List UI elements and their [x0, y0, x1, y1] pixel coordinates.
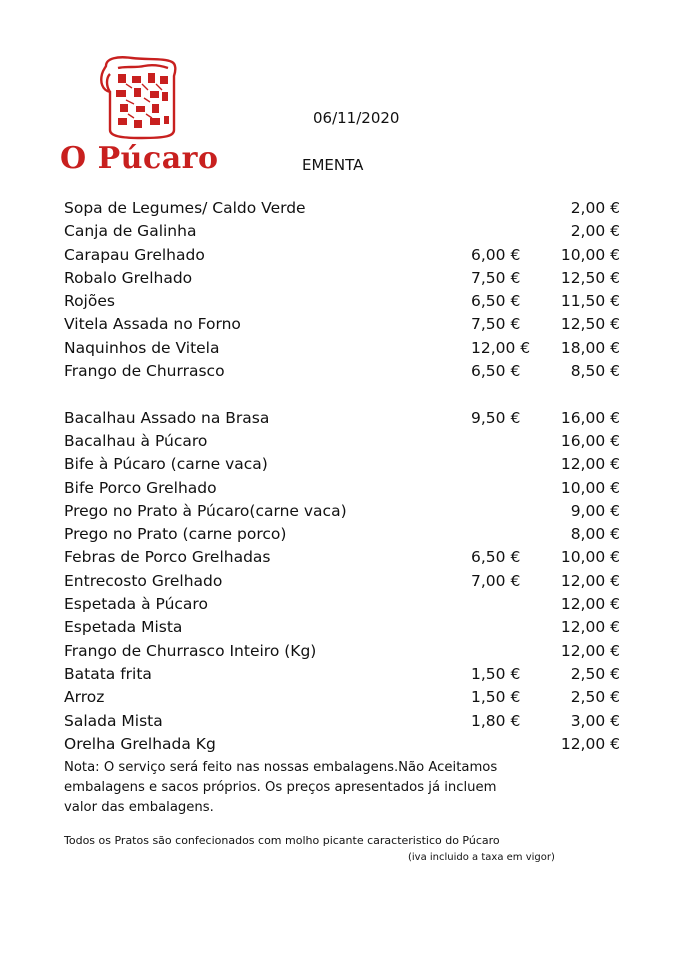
menu-item: [64, 453, 634, 476]
full-portion-price: 12,00 €: [560, 618, 620, 637]
full-portion-price: 2,50 €: [570, 664, 620, 683]
note-line: Nota: O serviço será feito nas nossas embalagens.Não Aceitamos: [64, 760, 498, 775]
note-line: valor das embalagens.: [64, 800, 214, 815]
dish-name: Batata frita: [64, 664, 152, 683]
half-portion-price: 6,50 €: [471, 548, 521, 567]
full-portion-price: 8,50 €: [570, 362, 620, 381]
full-portion-price: 16,00 €: [560, 431, 620, 450]
dish-name: Bife Porco Grelhado: [64, 478, 217, 497]
half-portion-price: 6,00 €: [471, 245, 521, 264]
full-portion-price: 2,00 €: [570, 199, 620, 217]
menu-item: [64, 500, 634, 523]
dish-name: Bacalhau à Púcaro: [64, 431, 208, 450]
dish-name: Febras de Porco Grelhadas: [64, 548, 271, 567]
full-portion-price: 3,00 €: [570, 711, 620, 730]
full-portion-price: 12,00 €: [560, 571, 620, 590]
dish-name: Entrecosto Grelhado: [64, 571, 223, 590]
dish-name: Canja de Galinha: [64, 222, 197, 241]
dish-name: Bacalhau Assado na Brasa: [64, 408, 270, 427]
full-portion-price: 18,00 €: [560, 338, 620, 357]
full-portion-price: 12,00 €: [560, 641, 620, 660]
full-portion-price: 12,50 €: [560, 315, 620, 334]
pucaro-jug-icon: [96, 52, 188, 142]
menu-date: 06/11/2020: [313, 109, 400, 127]
full-portion-price: 12,00 €: [560, 595, 620, 614]
dish-name: Espetada à Púcaro: [64, 595, 208, 614]
dish-name: Bife à Púcaro (carne vaca): [64, 455, 268, 474]
menu-item: [64, 686, 634, 709]
dish-name: Naquinhos de Vitela: [64, 338, 220, 357]
full-portion-price: 11,50 €: [560, 292, 620, 311]
menu-item: [64, 244, 634, 267]
dish-name: Prego no Prato à Púcaro(carne vaca): [64, 501, 347, 520]
full-portion-price: 2,50 €: [570, 688, 620, 707]
menu-item: [64, 593, 634, 616]
menu-item: [64, 407, 634, 430]
menu-title: EMENTA: [302, 156, 364, 174]
full-portion-price: 10,00 €: [560, 548, 620, 567]
full-portion-price: 12,50 €: [560, 268, 620, 287]
dish-name: Espetada Mista: [64, 618, 183, 637]
menu-item: [64, 733, 634, 756]
dish-name: Orelha Grelhada Kg: [64, 734, 216, 753]
half-portion-price: 1,50 €: [471, 664, 521, 683]
full-portion-price: 8,00 €: [570, 525, 620, 544]
menu-item: [64, 640, 634, 663]
note-line: embalagens e sacos próprios. Os preços apresentados já incluem: [64, 780, 497, 795]
footer-sauce-note: Todos os Pratos são confecionados com molho picante caracteristico do Púcaro: [64, 834, 500, 847]
footer-vat-note: (iva incluido a taxa em vigor): [408, 852, 555, 863]
menu-item: [64, 663, 634, 686]
full-portion-price: 2,00 €: [570, 222, 620, 241]
dish-name: Vitela Assada no Forno: [64, 315, 241, 334]
dish-name: Rojões: [64, 292, 115, 311]
menu-item: [64, 477, 634, 500]
menu-item: [64, 523, 634, 546]
menu-item: [64, 267, 634, 290]
service-note: [64, 758, 534, 818]
half-portion-price: 1,80 €: [471, 711, 521, 730]
menu-item: [64, 616, 634, 639]
dish-name: Sopa de Legumes/ Caldo Verde: [64, 199, 306, 217]
half-portion-price: 12,00 €: [471, 338, 531, 357]
menu-item: [64, 570, 634, 593]
full-portion-price: 10,00 €: [560, 478, 620, 497]
menu-item: [64, 710, 634, 733]
half-portion-price: 7,50 €: [471, 268, 521, 287]
dish-name: Carapau Grelhado: [64, 245, 205, 264]
dish-name: Arroz: [64, 688, 105, 707]
menu-item: [64, 220, 634, 243]
menu-item: [64, 337, 634, 360]
dish-name: Robalo Grelhado: [64, 268, 193, 287]
group-spacer: [64, 383, 634, 406]
half-portion-price: 9,50 €: [471, 408, 521, 427]
half-portion-price: 1,50 €: [471, 688, 521, 707]
menu-item: [64, 546, 634, 569]
full-portion-price: 16,00 €: [560, 408, 620, 427]
dish-name: Salada Mista: [64, 711, 163, 730]
menu-item: [64, 313, 634, 336]
menu-list: [64, 197, 634, 756]
full-portion-price: 9,00 €: [570, 501, 620, 520]
brand-name: O Púcaro: [60, 141, 219, 176]
half-portion-price: 6,50 €: [471, 292, 521, 311]
menu-item: [64, 360, 634, 383]
menu-item: [64, 430, 634, 453]
half-portion-price: 7,50 €: [471, 315, 521, 334]
full-portion-price: 12,00 €: [560, 734, 620, 753]
full-portion-price: 10,00 €: [560, 245, 620, 264]
dish-name: Frango de Churrasco: [64, 362, 225, 381]
half-portion-price: 7,00 €: [471, 571, 521, 590]
dish-name: Prego no Prato (carne porco): [64, 525, 287, 544]
dish-name: Frango de Churrasco Inteiro (Kg): [64, 641, 317, 660]
menu-item: [64, 197, 634, 220]
menu-item: [64, 290, 634, 313]
half-portion-price: 6,50 €: [471, 362, 521, 381]
full-portion-price: 12,00 €: [560, 455, 620, 474]
